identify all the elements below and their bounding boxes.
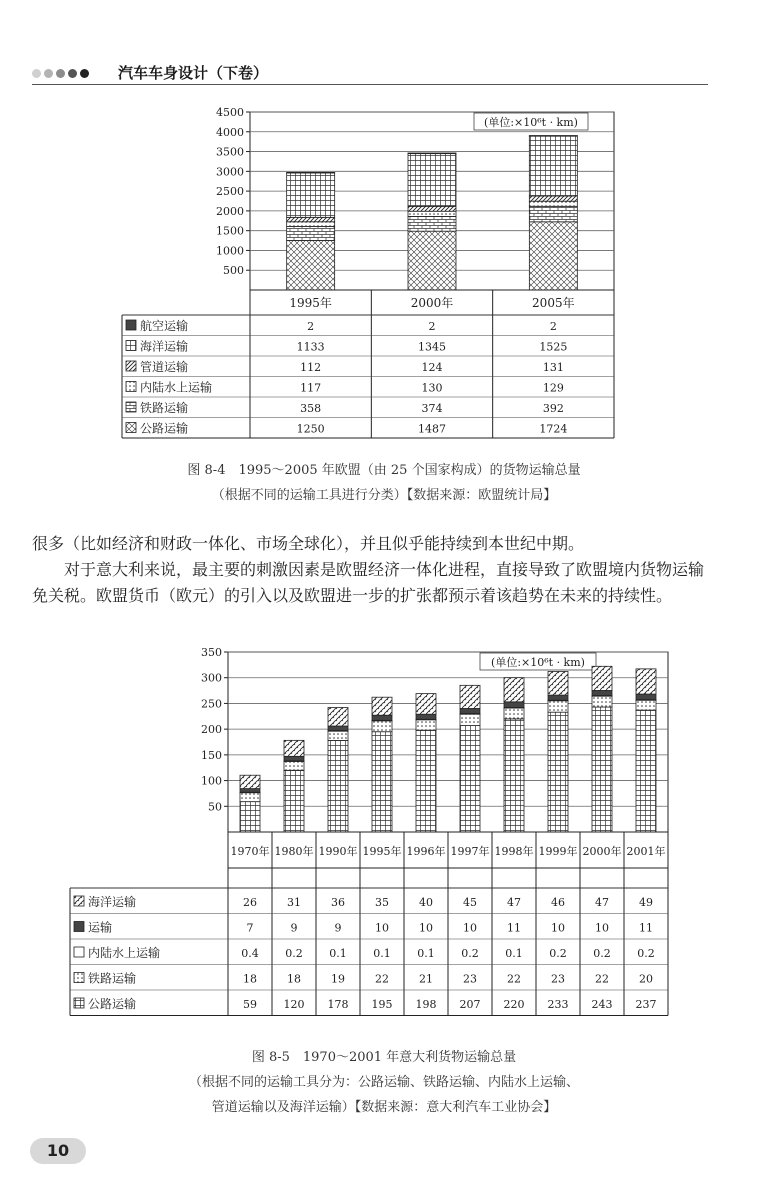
data-label: 40 (419, 896, 433, 909)
data-label: 120 (283, 998, 305, 1011)
data-label: 10 (551, 921, 565, 935)
bar-segment (372, 715, 392, 720)
data-label: 18 (287, 972, 301, 986)
bar-segment (287, 173, 335, 218)
bar-segment (328, 726, 348, 731)
data-label: 374 (421, 402, 443, 415)
data-label: 21 (419, 972, 433, 986)
bar-segment (240, 792, 260, 801)
legend-label: 铁路运输 (88, 971, 137, 986)
data-label: 0.1 (417, 947, 435, 960)
legend-label: 铁路运输 (140, 401, 189, 415)
bar-segment (240, 775, 260, 788)
y-tick-label: 250 (201, 697, 222, 711)
y-tick-label: 150 (201, 748, 222, 762)
bar-segment (284, 740, 304, 756)
bar-segment (529, 136, 577, 196)
bar-segment (592, 690, 612, 695)
data-label: 9 (290, 921, 298, 935)
bar-segment (592, 707, 612, 832)
data-label: 20 (639, 972, 653, 986)
bar-segment (372, 732, 392, 832)
data-label: 129 (542, 381, 564, 395)
bar-segment (548, 700, 568, 712)
data-label: 0.2 (549, 947, 567, 960)
data-label: 1250 (296, 422, 325, 436)
data-label: 19 (331, 972, 345, 986)
data-label: 0.4 (241, 947, 259, 960)
y-tick-label: 4000 (216, 125, 244, 139)
legend-label: 海洋运输 (140, 339, 189, 354)
category-label: 1999年 (538, 845, 578, 858)
italy-freight-chart (0, 640, 768, 1030)
bar-segment (592, 696, 612, 707)
bar-segment (408, 206, 456, 211)
legend-swatch (74, 922, 84, 932)
data-label: 392 (542, 402, 564, 415)
data-label: 35 (375, 896, 389, 909)
y-tick-label: 2000 (216, 204, 244, 218)
data-label: 0.1 (505, 947, 523, 960)
bar-segment (284, 770, 304, 832)
data-label: 112 (300, 361, 322, 374)
figure-8-5-caption-line3: 管道运输以及海洋运输）【数据来源：意大利汽车工业协会】 (211, 1100, 557, 1115)
legend-swatch (126, 320, 136, 330)
y-tick-label: 3500 (216, 145, 244, 159)
legend-label: 海洋运输 (88, 895, 137, 909)
data-label: 11 (639, 921, 653, 935)
legend-swatch (74, 998, 84, 1008)
data-label: 124 (421, 361, 443, 374)
data-label: 47 (595, 896, 609, 909)
data-label: 11 (507, 921, 521, 935)
bar-segment (529, 136, 577, 137)
unit-label: (单位:×10⁶t · km) (491, 656, 585, 669)
legend-swatch (126, 341, 136, 351)
legend-swatch (126, 402, 136, 412)
legend-label: 内陆水上运输 (140, 380, 213, 395)
data-label: 0.2 (637, 947, 655, 960)
data-label: 10 (375, 921, 389, 935)
data-label: 23 (463, 972, 477, 986)
bar-segment (548, 712, 568, 832)
bar-segment (504, 708, 524, 719)
legend-swatch (126, 423, 136, 433)
y-tick-label: 500 (223, 264, 244, 278)
category-label: 2001年 (626, 845, 666, 858)
bar-segment (408, 153, 456, 206)
data-label: 0.2 (285, 947, 303, 960)
bar-segment (416, 714, 436, 719)
bar-segment (529, 201, 577, 206)
category-label: 1996年 (406, 845, 446, 858)
data-label: 207 (459, 998, 481, 1011)
legend-swatch (74, 973, 84, 983)
bar-segment (416, 730, 436, 832)
bar-segment (460, 708, 480, 713)
bar-segment (284, 761, 304, 770)
bar-segment (328, 740, 348, 832)
bar-segment (372, 720, 392, 731)
bar-segment (416, 719, 436, 730)
data-label: 2 (549, 320, 557, 333)
body-paragraph-1 (32, 531, 712, 557)
data-label: 220 (503, 998, 525, 1011)
category-label: 1970年 (230, 845, 270, 858)
data-label: 23 (551, 972, 565, 986)
body-paragraph-2 (32, 557, 712, 609)
data-label: 49 (639, 896, 653, 909)
paragraph-2-text: 对于意大利来说，最主要的刺激因素是欧盟经济一体化进程，直接导致了欧盟境内货物运输免关税。欧盟货币（欧元）的引入以及欧盟进一步的扩张都预示着该趋势在未来的持续性。 (32, 560, 705, 605)
bar-segment (529, 206, 577, 222)
bar-segment (328, 707, 348, 726)
data-label: 233 (547, 998, 569, 1011)
data-label: 1487 (418, 422, 446, 436)
data-label: 31 (287, 896, 301, 909)
y-tick-label: 4500 (216, 106, 244, 119)
bar-segment (504, 678, 524, 702)
y-tick-label: 1500 (216, 224, 244, 238)
data-label: 9 (334, 921, 342, 935)
data-label: 7 (246, 921, 254, 935)
bar-segment (504, 719, 524, 832)
bar-segment (372, 697, 392, 715)
legend-label: 内陆水上运输 (88, 946, 161, 960)
bar-segment (287, 226, 335, 240)
bar-segment (460, 726, 480, 832)
category-label: 1990年 (318, 845, 358, 858)
data-label: 1525 (539, 340, 568, 354)
bar-segment (416, 694, 436, 715)
legend-label: 运输 (88, 920, 113, 935)
bar-segment (408, 231, 456, 290)
legend-swatch (74, 896, 84, 906)
unit-label: (单位:×10⁶t · km) (484, 116, 578, 129)
legend-label: 公路运输 (140, 421, 189, 436)
category-label: 2000年 (582, 845, 622, 858)
page-number: 10 (30, 1138, 86, 1164)
figure-8-5-caption-line2: （根据不同的运输工具分为：公路运输、铁路运输、内陆水上运输、 (188, 1075, 579, 1090)
bar-segment (636, 694, 656, 700)
data-label: 195 (371, 998, 393, 1011)
y-tick-label: 2500 (216, 185, 244, 199)
eu-freight-chart (0, 100, 768, 450)
legend-label: 公路运输 (88, 997, 137, 1011)
data-label: 10 (419, 921, 433, 935)
data-label: 36 (331, 896, 345, 909)
bar-segment (240, 802, 260, 832)
bar-segment (504, 702, 524, 708)
figure-8-5-caption-line1: 图 8-5 1970～2001 年意大利货物运输总量 (251, 1050, 517, 1065)
data-label: 0.2 (593, 947, 611, 960)
y-tick-label: 200 (201, 723, 222, 737)
y-tick-label: 1000 (216, 244, 244, 258)
data-label: 2 (307, 320, 315, 333)
data-label: 1724 (539, 422, 568, 436)
data-label: 358 (300, 402, 322, 415)
data-label: 47 (507, 896, 521, 909)
bar-segment (408, 211, 456, 216)
bar-segment (529, 222, 577, 290)
data-label: 45 (463, 896, 477, 909)
bar-segment (408, 153, 456, 154)
data-label: 2 (428, 320, 436, 333)
category-label: 1995年 (289, 296, 332, 310)
bar-segment (636, 710, 656, 832)
header-rule (32, 84, 708, 85)
data-label: 198 (415, 998, 437, 1011)
y-tick-label: 3000 (216, 165, 244, 179)
y-tick-label: 300 (201, 671, 222, 685)
bar-segment (284, 756, 304, 761)
data-label: 130 (421, 381, 443, 395)
category-label: 1997年 (450, 845, 490, 858)
paragraph-1-text: 很多（比如经济和财政一体化、市场全球化），并且似乎能持续到本世纪中期。 (32, 534, 585, 553)
bar-segment (408, 216, 456, 231)
data-label: 26 (243, 896, 257, 909)
data-label: 10 (595, 921, 609, 935)
bar-segment (287, 241, 335, 290)
data-label: 10 (463, 921, 477, 935)
bar-segment (328, 731, 348, 741)
data-label: 22 (507, 972, 521, 986)
bar-segment (287, 217, 335, 221)
bar-segment (636, 700, 656, 710)
legend-label: 航空运输 (140, 319, 189, 333)
bar-segment (460, 685, 480, 708)
page-header (32, 62, 708, 86)
bar-segment (460, 714, 480, 726)
data-label: 0.1 (373, 947, 391, 960)
data-label: 1345 (418, 340, 446, 354)
bar-segment (636, 669, 656, 694)
bar-segment (592, 666, 612, 690)
y-tick-label: 100 (201, 774, 222, 788)
book-title: 汽车车身设计（下卷） (118, 64, 269, 82)
category-label: 1995年 (362, 845, 402, 858)
bar-segment (548, 671, 568, 695)
figure-8-4-caption-line1: 图 8-4 1995～2005 年欧盟（由 25 个国家构成）的货物运输总量 (187, 463, 581, 478)
legend-swatch (74, 947, 84, 957)
data-label: 22 (375, 972, 389, 986)
legend-label: 管道运输 (140, 360, 189, 374)
data-label: 1133 (296, 340, 325, 354)
y-tick-label: 350 (201, 646, 222, 659)
data-label: 0.2 (461, 947, 479, 960)
category-label: 1980年 (274, 845, 314, 858)
data-label: 59 (243, 998, 257, 1011)
data-label: 0.1 (329, 947, 347, 960)
bar-segment (287, 172, 335, 173)
category-label: 2005年 (532, 296, 575, 310)
bar-segment (240, 789, 260, 793)
data-label: 178 (327, 998, 349, 1011)
data-label: 22 (595, 972, 609, 986)
data-label: 237 (635, 998, 657, 1011)
category-label: 1998年 (494, 845, 534, 858)
bar-segment (529, 196, 577, 201)
data-label: 46 (551, 896, 565, 909)
data-label: 18 (243, 972, 257, 986)
data-label: 131 (542, 361, 564, 374)
data-label: 243 (591, 998, 613, 1011)
category-label: 2000年 (410, 296, 454, 310)
bar-segment (287, 222, 335, 227)
figure-8-4-caption-line2: （根据不同的运输工具进行分类）【数据来源：欧盟统计局】 (211, 488, 557, 503)
legend-swatch (126, 382, 136, 392)
y-tick-label: 50 (208, 800, 222, 814)
legend-swatch (126, 361, 136, 371)
bar-segment (548, 695, 568, 700)
data-label: 117 (300, 381, 322, 395)
